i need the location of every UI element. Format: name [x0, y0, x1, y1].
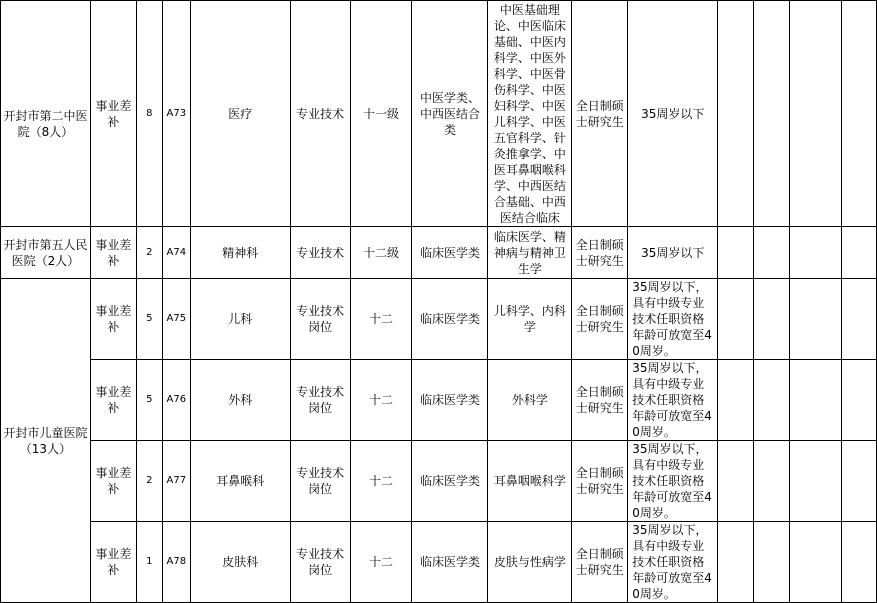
position-cell: 医疗 — [190, 1, 290, 227]
education-cell: 全日制硕士研究生 — [572, 227, 628, 279]
major-cell: 儿科学、内科学 — [488, 279, 572, 360]
code-cell: A78 — [162, 522, 190, 603]
education-cell: 全日制硕士研究生 — [572, 522, 628, 603]
table-row — [1, 227, 877, 279]
empty-cell — [718, 279, 754, 360]
empty-cell — [841, 441, 876, 522]
empty-cell — [718, 360, 754, 441]
major-class-cell: 中医学类、中西医结合类 — [412, 1, 488, 227]
level-cell: 十二 — [350, 360, 412, 441]
code-cell: A77 — [162, 441, 190, 522]
table-row — [1, 279, 877, 360]
position-cell: 儿科 — [190, 279, 290, 360]
code-cell: A74 — [162, 227, 190, 279]
major-class-cell: 临床医学类 — [412, 360, 488, 441]
level-cell: 十二 — [350, 522, 412, 603]
empty-cell — [718, 227, 754, 279]
requirement-cell: 35周岁以下，具有中级专业技术任职资格年龄可放宽至40周岁。 — [628, 441, 718, 522]
position-cell: 外科 — [190, 360, 290, 441]
level-cell: 十二 — [350, 279, 412, 360]
major-cell: 耳鼻咽喉科学 — [488, 441, 572, 522]
empty-cell — [754, 279, 790, 360]
funding-cell: 事业差补 — [90, 360, 136, 441]
empty-cell — [790, 522, 842, 603]
empty-cell — [754, 522, 790, 603]
requirement-cell: 35周岁以下，具有中级专业技术任职资格年龄可放宽至40周岁。 — [628, 522, 718, 603]
empty-cell — [790, 227, 842, 279]
unit-cell: 开封市儿童医院（13人） — [1, 279, 91, 603]
code-cell: A76 — [162, 360, 190, 441]
empty-cell — [754, 1, 790, 227]
count-cell: 5 — [136, 360, 162, 441]
education-cell: 全日制硕士研究生 — [572, 1, 628, 227]
empty-cell — [790, 441, 842, 522]
level-cell: 十一级 — [350, 1, 412, 227]
code-cell: A75 — [162, 279, 190, 360]
category-cell: 专业技术岗位 — [290, 279, 350, 360]
empty-cell — [754, 227, 790, 279]
category-cell: 专业技术岗位 — [290, 360, 350, 441]
position-cell: 精神科 — [190, 227, 290, 279]
count-cell: 2 — [136, 441, 162, 522]
funding-cell: 事业差补 — [90, 227, 136, 279]
code-cell: A73 — [162, 1, 190, 227]
empty-cell — [754, 360, 790, 441]
empty-cell — [790, 1, 842, 227]
count-cell: 5 — [136, 279, 162, 360]
empty-cell — [718, 522, 754, 603]
empty-cell — [841, 522, 876, 603]
position-cell: 耳鼻喉科 — [190, 441, 290, 522]
requirement-cell: 35周岁以下，具有中级专业技术任职资格年龄可放宽至40周岁。 — [628, 279, 718, 360]
requirement-cell: 35周岁以下 — [628, 227, 718, 279]
major-class-cell: 临床医学类 — [412, 279, 488, 360]
empty-cell — [790, 279, 842, 360]
category-cell: 专业技术岗位 — [290, 522, 350, 603]
empty-cell — [754, 441, 790, 522]
count-cell: 8 — [136, 1, 162, 227]
funding-cell: 事业差补 — [90, 522, 136, 603]
major-class-cell: 临床医学类 — [412, 227, 488, 279]
count-cell: 2 — [136, 227, 162, 279]
category-cell: 专业技术 — [290, 227, 350, 279]
education-cell: 全日制硕士研究生 — [572, 360, 628, 441]
level-cell: 十二 — [350, 441, 412, 522]
empty-cell — [790, 360, 842, 441]
empty-cell — [841, 1, 876, 227]
table-row — [1, 441, 877, 522]
major-cell: 临床医学、精神病与精神卫生学 — [488, 227, 572, 279]
major-cell: 皮肤与性病学 — [488, 522, 572, 603]
major-class-cell: 临床医学类 — [412, 522, 488, 603]
education-cell: 全日制硕士研究生 — [572, 441, 628, 522]
category-cell: 专业技术岗位 — [290, 441, 350, 522]
major-cell: 中医基础理论、中医临床基础、中医内科学、中医外科学、中医骨伤科学、中医妇科学、中医儿科学、中医五官科学、针灸推拿学、中医耳鼻咽喉科学、中西医结合基础、中西医结合临床 — [488, 1, 572, 227]
requirement-cell: 35周岁以下 — [628, 1, 718, 227]
major-cell: 外科学 — [488, 360, 572, 441]
unit-cell: 开封市第五人民医院（2人） — [1, 227, 91, 279]
requirement-cell: 35周岁以下，具有中级专业技术任职资格年龄可放宽至40周岁。 — [628, 360, 718, 441]
position-cell: 皮肤科 — [190, 522, 290, 603]
table-row — [1, 1, 877, 227]
category-cell: 专业技术 — [290, 1, 350, 227]
funding-cell: 事业差补 — [90, 441, 136, 522]
count-cell: 1 — [136, 522, 162, 603]
empty-cell — [718, 441, 754, 522]
major-class-cell: 临床医学类 — [412, 441, 488, 522]
unit-cell: 开封市第二中医院（8人） — [1, 1, 91, 227]
funding-cell: 事业差补 — [90, 1, 136, 227]
empty-cell — [841, 279, 876, 360]
education-cell: 全日制硕士研究生 — [572, 279, 628, 360]
table-row — [1, 360, 877, 441]
empty-cell — [718, 1, 754, 227]
table-row — [1, 522, 877, 603]
empty-cell — [841, 227, 876, 279]
level-cell: 十二级 — [350, 227, 412, 279]
funding-cell: 事业差补 — [90, 279, 136, 360]
empty-cell — [841, 360, 876, 441]
